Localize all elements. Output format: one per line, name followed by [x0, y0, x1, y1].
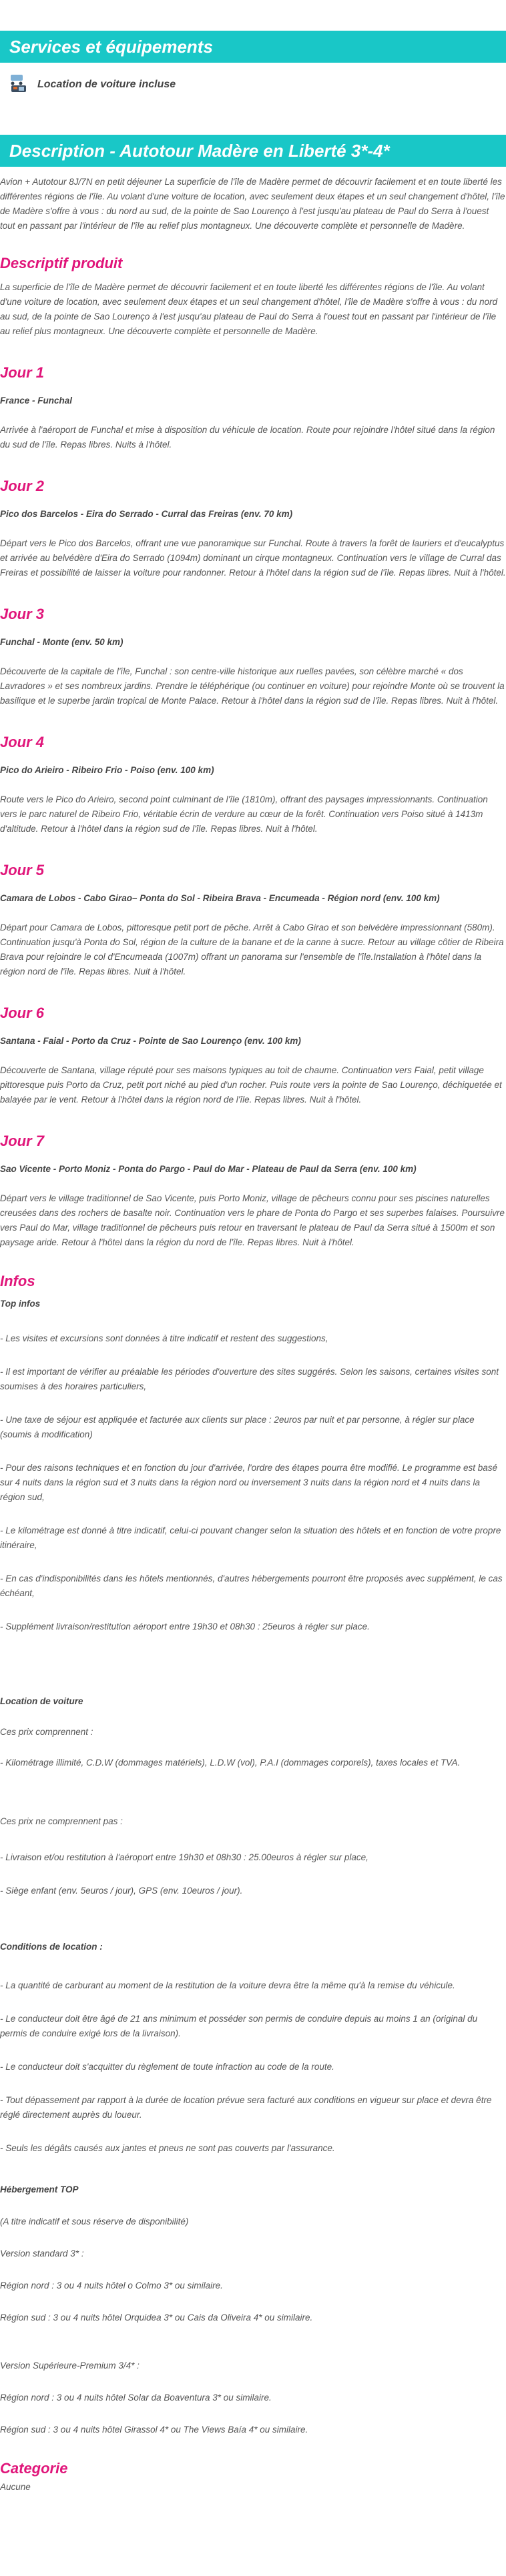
condition-item: - Le conducteur doit s'acquitter du règlement de toute infraction au code de la route. — [0, 2062, 334, 2072]
included-item: - Kilométrage illimité, C.D.W (dommages matériels), L.D.W (vol), P.A.I (dommages corporels), taxes locales et TVA. — [0, 1758, 461, 1768]
info-item: - Il est important de vérifier au préalable les périodes d'ouverture des sites suggérés. Selon les saisons, certaines visites sont soumises à des horaires particuliers, — [0, 1367, 499, 1391]
condition-item: - Le conducteur doit être âgé de 21 ans minimum et posséder son permis de conduire depuis au moins 1 an (original du permis de conduire exigé lors de la livraison). — [0, 2014, 478, 2038]
day-text: Départ vers le village traditionnel de Sao Vicente, puis Porto Moniz, village de pêcheurs connu pour ses piscines naturelles creusées dans des rochers de basalte noir. Continuation vers le phare de Ponta do Pargo et ses superbes falaises. Poursuivre vers Paul do Mar, village traditionnel de pêcheurs puis retour en traversant le plateau de Paul da Serra situé à 1500m et son paysage aride. Retour à l'hôtel dans la région du nord de l'île. Repas libres. Nuit à l'hôtel. — [0, 1193, 505, 1247]
day-text: Route vers le Pico do Arieiro, second point culminant de l'île (1810m), offrant des paysages impressionnants. Continuation vers le parc naturel de Ribeiro Frio, véritable écrin de verdure au cœur de la forêt. Continuation vers Poiso situé à 1413m d'altitude. Retour à l'hôtel dans la région sud de l'île. Repas libres. Nuit à l'hôtel. — [0, 794, 488, 834]
info-item: - Le kilométrage est donné à titre indicatif, celui-ci pouvant changer selon la situation des hôtels et en fonction de votre propre itinéraire, — [0, 1525, 501, 1550]
car-rental-icon — [9, 73, 28, 97]
categorie-value: Aucune — [0, 2482, 31, 2492]
day-subtitle: Pico do Arieiro - Ribeiro Frio - Poiso (env. 100 km) — [0, 765, 214, 775]
categorie-title: Categorie — [0, 2460, 68, 2477]
condition-item: - Seuls les dégâts causés aux jantes et pneus ne sont pas couverts par l'assurance. — [0, 2143, 335, 2153]
services-title: Services et équipements — [9, 37, 213, 57]
descriptif-title: Descriptif produit — [0, 255, 123, 271]
description-title: Description - Autotour Madère en Liberté 3*-4* — [9, 141, 390, 161]
descriptif-text: La superficie de l'île de Madère permet de découvrir facilement et en toute liberté les différentes régions de l'île. Au volant d'une voiture de location, avec seulement deux étapes et un seul changement d'hôtel, l'île de Madère s'offre à vous : du nord au sud, de la pointe de Sao Lourenço à l'est jusqu'au plateau de Paul do Serra à l'ouest tout en passant par l'intérieur de l'île au relief plus montagneux. Une découverte complète et personnelle de Madère. — [0, 282, 498, 336]
excluded-title: Ces prix ne comprennent pas : — [0, 1816, 123, 1826]
day-subtitle: Funchal - Monte (env. 50 km) — [0, 637, 123, 647]
excluded-item: - Siège enfant (env. 5euros / jour), GPS (env. 10euros / jour). — [0, 1886, 243, 1896]
info-item: - Une taxe de séjour est appliquée et facturée aux clients sur place : 2euros par nuit et par personne, à régler sur place (soumis à modification) — [0, 1415, 475, 1439]
day-title: Jour 5 — [0, 862, 45, 878]
standard-north: Région nord : 3 ou 4 nuits hôtel o Colmo 3* ou similaire. — [0, 2281, 223, 2291]
hebergement-title: Hébergement TOP — [0, 2184, 79, 2194]
superior-south: Région sud : 3 ou 4 nuits hôtel Girassol 4* ou The Views Baía 4* ou similaire. — [0, 2425, 308, 2435]
info-item: - Pour des raisons techniques et en fonction du jour d'arrivée, l'ordre des étapes pourra être modifié. Le programme est basé sur 4 nuits dans la région sud et 3 nuits dans la région nord ou inversement 3 nuits dans la région nord et 4 nuits dans la région sud, — [0, 1463, 498, 1502]
day-text: Découverte de la capitale de l'île, Funchal : son centre-ville historique aux ruelles pavées, son célèbre marché « dos Lavradores » et ses nombreux jardins. Prendre le téléphérique (ou continuer en voiture) pour rejoindre Monte où se trouvent la basilique et le superbe jardin tropical de Monte Palace. Retour à l'hôtel dans la région sud de l'île. Repas libres. Nuit à l'hôtel. — [0, 666, 505, 706]
standard-south: Région sud : 3 ou 4 nuits hôtel Orquidea 3* ou Cais da Oliveira 4* ou similaire. — [0, 2313, 313, 2323]
day-title: Jour 3 — [0, 606, 45, 622]
day-subtitle: Pico dos Barcelos - Eira do Serrado - Curral das Freiras (env. 70 km) — [0, 509, 293, 519]
superior-north: Région nord : 3 ou 4 nuits hôtel Solar da Boaventura 3* ou similaire. — [0, 2393, 272, 2403]
top-infos-title: Top infos — [0, 1299, 41, 1309]
included-title: Ces prix comprennent : — [0, 1727, 93, 1737]
day-subtitle: Camara de Lobos - Cabo Girao– Ponta do Sol - Ribeira Brava - Encumeada - Région nord (env. 100 km) — [0, 893, 440, 903]
description-intro: Avion + Autotour 8J/7N en petit déjeuner La superficie de l'île de Madère permet de découvrir facilement et en toute liberté les différentes régions de l'île. Au volant d'une voiture de location, avec seulement deux étapes et un seul changement d'hôtel, l'île de Madère s'offre à vous : du nord au sud, de la pointe de Sao Lourenço à l'est jusqu'au plateau de Paul do Serra à l'ouest tout en passant par l'intérieur de l'île au relief plus montagneux. Une découverte complète et personnelle de Madère. — [0, 177, 505, 231]
infos-title: Infos — [0, 1273, 35, 1289]
day-title: Jour 1 — [0, 364, 45, 381]
description-banner — [0, 135, 506, 167]
day-title: Jour 2 — [0, 478, 45, 494]
day-title: Jour 4 — [0, 734, 45, 750]
services-banner — [0, 31, 506, 63]
condition-item: - Tout dépassement par rapport à la durée de location prévue sera facturé aux conditions en vigueur sur place et devra être réglé directement auprès du loueur. — [0, 2095, 492, 2120]
day-text: Découverte de Santana, village réputé pour ses maisons typiques au toit de chaume. Continuation vers Faial, petit village pittoresque puis Porto da Cruz, petit port niché au pied d'un rocher. Puis route vers la pointe de Sao Lourenço, déchiquetée et balayée par le vent. Retour à l'hôtel dans la région nord de l'île. Repas libres. Nuit à l'hôtel. — [0, 1065, 502, 1105]
excluded-item: - Livraison et/ou restitution à l'aéroport entre 19h30 et 08h30 : 25.00euros à régler sur place, — [0, 1852, 368, 1862]
day-text: Arrivée à l'aéroport de Funchal et mise à disposition du véhicule de location. Route pour rejoindre l'hôtel situé dans la région du sud de l'île. Repas libres. Nuits à l'hôtel. — [0, 425, 495, 450]
hebergement-note: (A titre indicatif et sous réserve de disponibilité) — [0, 2216, 189, 2226]
day-subtitle: Sao Vicente - Porto Moniz - Ponta do Pargo - Paul do Mar - Plateau de Paul da Serra (env. 100 km) — [0, 1164, 417, 1174]
day-title: Jour 6 — [0, 1005, 45, 1021]
location-title: Location de voiture — [0, 1696, 83, 1706]
info-item: - En cas d'indisponibilités dans les hôtels mentionnés, d'autres hébergements pourront être proposés avec supplément, le cas échéant, — [0, 1573, 503, 1598]
service-item — [9, 73, 506, 96]
conditions-title: Conditions de location : — [0, 1942, 103, 1952]
service-label: Location de voiture incluse — [37, 79, 176, 90]
superior-title: Version Supérieure-Premium 3/4* : — [0, 2361, 140, 2371]
info-item: - Supplément livraison/restitution aéroport entre 19h30 et 08h30 : 25euros à régler sur place. — [0, 1622, 370, 1632]
standard-title: Version standard 3* : — [0, 2248, 84, 2259]
condition-item: - La quantité de carburant au moment de la restitution de la voiture devra être la même qu'à la remise du véhicule. — [0, 1980, 455, 1990]
day-title: Jour 7 — [0, 1133, 45, 1149]
info-item: - Les visites et excursions sont données à titre indicatif et restent des suggestions, — [0, 1333, 328, 1343]
day-subtitle: France - Funchal — [0, 396, 73, 406]
day-text: Départ vers le Pico dos Barcelos, offrant une vue panoramique sur Funchal. Route à travers la forêt de lauriers et d'eucalyptus et arrivée au belvédère d'Eira do Serrado (1094m) dominant un cirque montagneux. Continuation vers le village de Curral das Freiras et possibilité de laisser la voiture pour randonner. Retour à l'hôtel dans la région sud de l'île. Repas libres. Nuit à l'hôtel. — [0, 538, 506, 578]
day-text: Départ pour Camara de Lobos, pittoresque petit port de pêche. Arrêt à Cabo Girao et son belvédère impressionnant (580m). Continuation jusqu'à Ponta do Sol, région de la culture de la banane et de la canne à sucre. Retour au village côtier de Ribeira Brava pour rejoindre le col d'Encumeada (1007m) offrant un panorama sur l'ensemble de l'île.Installation à l'hôtel dans la région nord de l'île. Repas libres. Nuit à l'hôtel. — [0, 922, 504, 977]
day-subtitle: Santana - Faial - Porto da Cruz - Pointe de Sao Lourenço (env. 100 km) — [0, 1036, 301, 1046]
